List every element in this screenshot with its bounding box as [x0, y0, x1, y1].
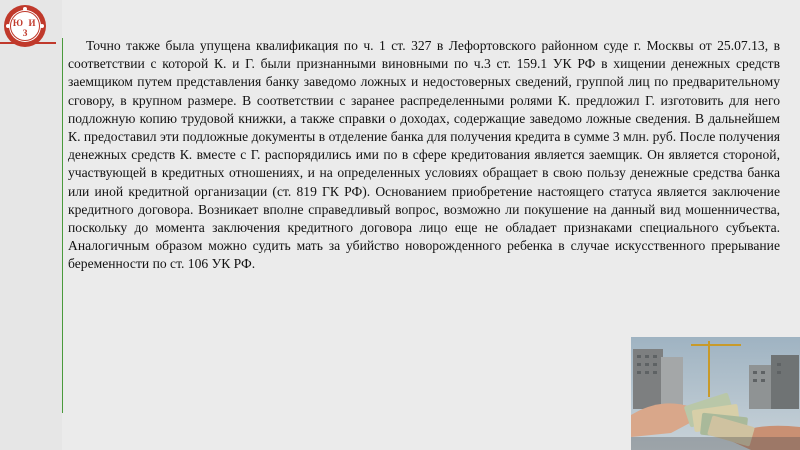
left-green-rule: [62, 38, 63, 413]
logo-letter: И: [28, 18, 36, 28]
left-margin-band: [0, 0, 62, 450]
logo-letter: Ю: [12, 18, 24, 28]
logo-letter: З: [22, 28, 28, 38]
body-paragraph: Точно также была упущена квалификация по ч. 1 ст. 327 в Лефортовского районном суде г. Москвы от 25.07.13, в соответствии с которой К. и Г. были признанными виновными по ч.3 ст. 159.1 УК РФ в хищении денежных средств заемщиком путем представления банку заведомо ложных и недостоверных сведений, группой лиц по предварительному сговору, в крупном размере. В соответствии с заранее распределенными ролями К. предложил Г. изготовить для него подложную копию трудовой книжки, а также справки о доходах, содержащие заведомо ложные сведения. В дальнейшем К. предоставил эти подложные документы в отделение банка для получения кредита в сумме 3 млн. руб. После получения денежных средств К. вместе с Г. распорядились ими по в сфере кредитования является заемщик. Он является стороной, участвующей в кредитных отношениях, и на определенных условиях обращает в свою пользу денежные средства банка или иной кредитной организации (ст. 819 ГК РФ). Основанием приобретение настоящего статуса является заключение кредитного договора. Возникает вполне справедливый вопрос, возможно ли покушение на данный вид мошенничества, поскольку до момента заключения кредитного договора лицо еще не обладает признаками специального субъекта. Аналогичным образом можно судить мать за убийство новорожденного ребенка в случае искусственного прерывание беременности по ст. 106 УК РФ.: [68, 38, 780, 272]
logo-accent-line: [0, 42, 56, 44]
money-handover-photo-icon: [631, 337, 800, 450]
